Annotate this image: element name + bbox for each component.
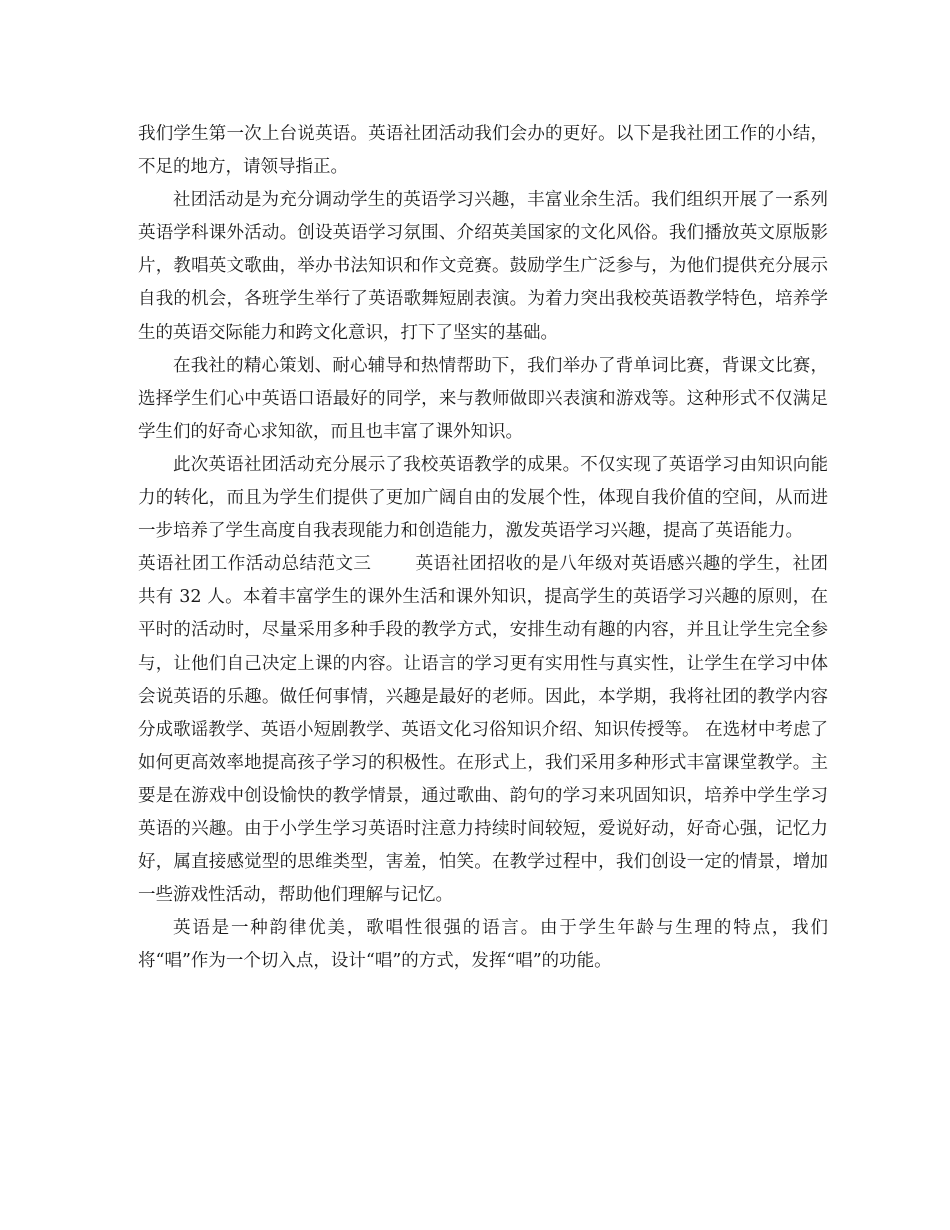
paragraph-competitions: 在我社的精心策划、耐心辅导和热情帮助下，我们举办了背单词比赛，背课文比赛，选择学生们心中英语口语最好的同学，来与教师做即兴表演和游戏等。这种形式不仅满足学生们的好奇心求知欲，而且也丰富了课外知识。: [138, 355, 828, 442]
document-page: [138, 118, 828, 978]
paragraph-singing: 英语是一种韵律优美，歌唱性很强的语言。由于学生年龄与生理的特点，我们将“唱”作为一个切入点，设计“唱”的方式，发挥“唱”的功能。: [138, 918, 828, 972]
section-title: 英语社团工作活动总结范文三: [138, 554, 372, 575]
paragraph-intro-continued: 我们学生第一次上台说英语。英语社团活动我们会办的更好。以下是我社团工作的小结，不足的地方，请领导指正。: [138, 124, 828, 178]
paragraph-results: 此次英语社团活动充分展示了我校英语教学的成果。不仅实现了英语学习由知识向能力的转化，而且为学生们提供了更加广阔自由的发展个性，体现自我价值的空间，从而进一步培养了学生高度自我表现能力和创造能力，激发英语学习兴趣，提高了英语能力。: [138, 454, 828, 542]
section-three: [138, 548, 828, 912]
section-body: 英语社团招收的是八年级对英语感兴趣的学生，社团共有 32 人。本着丰富学生的课外生活和课外知识，提高学生的英语学习兴趣的原则，在平时的活动时，尽量采用多种手段的教学方式，安排生动有趣的内容，并且让学生完全参与，让他们自己决定上课的内容。让语言的学习更有实用性与真实性，让学生在学习中体会说英语的乐趣。做任何事情，兴趣是最好的老师。因此，本学期，我将社团的教学内容分成歌谣教学、英语小短剧教学、英语文化习俗知识介绍、知识传授等。 在选材中考虑了如何更高效率地提高孩子学习的积极性。在形式上，我们采用多种形式丰富课堂教学。主要是在游戏中创设愉快的教学情景，通过歌曲、韵句的学习来巩固知识，培养中学生学习英语的兴趣。由于小学生学习英语时注意力持续时间较短，爱说好动，好奇心强，记忆力好，属直接感觉型的思维类型，害羞，怕笑。在教学过程中，我们创设一定的情景，增加一些游戏性活动，帮助他们理解与记忆。: [138, 554, 829, 906]
paragraph-activities: 社团活动是为充分调动学生的英语学习兴趣，丰富业余生活。我们组织开展了一系列英语学科课外活动。创设英语学习氛围、介绍英美国家的文化风俗。我们播放英文原版影片，教唱英文歌曲，举办书法知识和作文竞赛。鼓励学生广泛参与，为他们提供充分展示自我的机会，各班学生举行了英语歌舞短剧表演。为着力突出我校英语教学特色，培养学生的英语交际能力和跨文化意识，打下了坚实的基础。: [138, 190, 828, 343]
